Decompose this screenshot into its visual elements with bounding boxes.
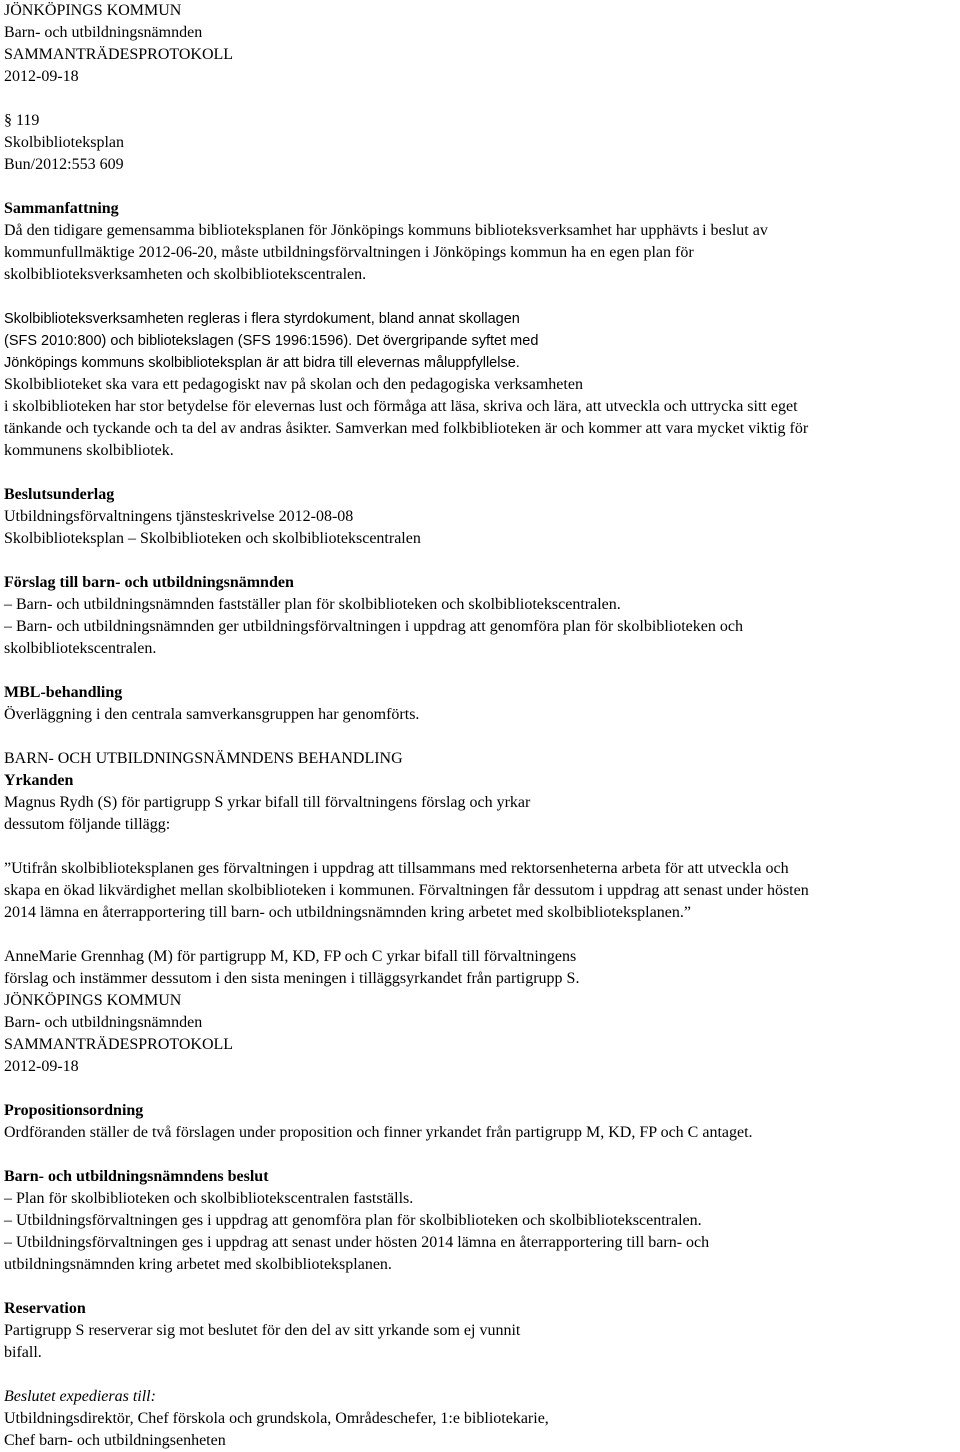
proposition-heading: Propositionsordning [4, 1102, 144, 1119]
document-header-repeat [4, 990, 956, 1078]
reservation-line: Partigrupp S reserverar sig mot beslutet för den del av sitt yrkande som ej vunnit [4, 1322, 521, 1339]
regulation-section [4, 308, 956, 462]
basis-section [4, 484, 956, 550]
paragraph-title: Skolbiblioteksplan [4, 134, 124, 151]
basis-heading: Beslutsunderlag [4, 486, 115, 503]
decision-line: – Utbildningsförvaltningen ges i uppdrag att genomföra plan för skolbiblioteken och skolbibliotekscentralen. [4, 1212, 702, 1229]
spacer [4, 286, 956, 308]
protocol-label: SAMMANTRÄDESPROTOKOLL [4, 46, 234, 63]
regulation-line: Jönköpings kommuns skolbiblioteksplan är att bidra till elevernas måluppfyllelse. [4, 355, 520, 371]
spacer [4, 836, 956, 858]
committee-name: Barn- och utbildningsnämnden [4, 24, 203, 41]
meeting-date: 2012-09-18 [4, 1058, 79, 1075]
claims-heading: Yrkanden [4, 772, 74, 789]
summary-line: kommunfullmäktige 2012-06-20, måste utbildningsförvaltningen i Jönköpings kommun ha en egen plan för [4, 244, 694, 261]
spacer [4, 1078, 956, 1100]
document-page [4, 0, 956, 1452]
quote-line: skapa en ökad likvärdighet mellan skolbiblioteken i kommunen. Förvaltningen får dessutom i uppdrag att senast under hösten [4, 882, 809, 899]
spacer [4, 726, 956, 748]
regulation-line: i skolbiblioteken har stor betydelse för elevernas lust och förmåga att läsa, skriva och lära, att utveckla och uttrycka sitt eget [4, 398, 798, 415]
claim-line: AnneMarie Grennhag (M) för partigrupp M, KD, FP och C yrkar bifall till förvaltningens [4, 948, 577, 965]
basis-line: Skolbiblioteksplan – Skolbiblioteken och skolbibliotekscentralen [4, 530, 421, 547]
mbl-section [4, 682, 956, 726]
dispatch-section [4, 1386, 956, 1452]
proposal-line: – Barn- och utbildningsnämnden fastställer plan för skolbiblioteken och skolbibliotekscentralen. [4, 596, 621, 613]
treatment-heading: BARN- OCH UTBILDNINGSNÄMNDENS BEHANDLING [4, 750, 403, 767]
proposition-section [4, 1100, 956, 1144]
claim-line: dessutom följande tillägg: [4, 816, 171, 833]
paragraph-info [4, 110, 956, 176]
decision-line: – Plan för skolbiblioteken och skolbibliotekscentralen fastställs. [4, 1190, 414, 1207]
summary-line: Då den tidigare gemensamma biblioteksplanen för Jönköpings kommuns biblioteksverksamhet har upphävts i beslut av [4, 222, 768, 239]
claim-line: förslag och instämmer dessutom i den sista meningen i tilläggsyrkandet från partigrupp S. [4, 970, 580, 987]
decision-section [4, 1166, 956, 1276]
dispatch-line: Utbildningsdirektör, Chef förskola och grundskola, Områdeschefer, 1:e bibliotekarie, [4, 1410, 549, 1427]
spacer [4, 1144, 956, 1166]
spacer [4, 1276, 956, 1298]
reservation-section [4, 1298, 956, 1364]
regulation-line: (SFS 2010:800) och bibliotekslagen (SFS 1996:1596). Det övergripande syftet med [4, 333, 539, 349]
document-header [4, 0, 956, 88]
spacer [4, 88, 956, 110]
mbl-heading: MBL-behandling [4, 684, 123, 701]
claim-line: Magnus Rydh (S) för partigrupp S yrkar bifall till förvaltningens förslag och yrkar [4, 794, 531, 811]
proposition-text: Ordföranden ställer de två förslagen under proposition och finner yrkandet från partigrupp M, KD, FP och C antaget. [4, 1124, 753, 1141]
protocol-label: SAMMANTRÄDESPROTOKOLL [4, 1036, 234, 1053]
proposal-line: skolbibliotekscentralen. [4, 640, 157, 657]
decision-line: – Utbildningsförvaltningen ges i uppdrag att senast under hösten 2014 lämna en återrapportering till barn- och [4, 1234, 710, 1251]
municipality-name: JÖNKÖPINGS KOMMUN [4, 2, 182, 19]
summary-line: skolbiblioteksverksamheten och skolbibliotekscentralen. [4, 266, 367, 283]
reservation-line: bifall. [4, 1344, 42, 1361]
case-number: Bun/2012:553 609 [4, 156, 124, 173]
proposal-section [4, 572, 956, 660]
regulation-line: kommunens skolbibliotek. [4, 442, 174, 459]
spacer [4, 660, 956, 682]
spacer [4, 550, 956, 572]
quote-line: ”Utifrån skolbiblioteksplanen ges förvaltningen i uppdrag att tillsammans med rektorsenheterna arbeta för att utveckla och [4, 860, 789, 877]
spacer [4, 924, 956, 946]
basis-line: Utbildningsförvaltningens tjänsteskrivelse 2012-08-08 [4, 508, 354, 525]
spacer [4, 1364, 956, 1386]
decision-line: utbildningsnämnden kring arbetet med skolbiblioteksplanen. [4, 1256, 392, 1273]
reservation-heading: Reservation [4, 1300, 86, 1317]
meeting-date: 2012-09-18 [4, 68, 79, 85]
regulation-line: tänkande och tyckande och ta del av andras åsikter. Samverkan med folkbiblioteken är och kommer att vara mycket viktig för [4, 420, 809, 437]
spacer [4, 176, 956, 198]
dispatch-heading: Beslutet expedieras till: [4, 1388, 156, 1405]
proposal-heading: Förslag till barn- och utbildningsnämnden [4, 574, 294, 591]
dispatch-line: Chef barn- och utbildningsenheten [4, 1432, 226, 1449]
proposal-line: – Barn- och utbildningsnämnden ger utbildningsförvaltningen i uppdrag att genomföra plan för skolbiblioteken och [4, 618, 743, 635]
summary-section [4, 198, 956, 286]
regulation-line: Skolbiblioteksverksamheten regleras i flera styrdokument, bland annat skollagen [4, 311, 520, 327]
mbl-text: Överläggning i den centrala samverkansgruppen har genomförts. [4, 706, 420, 723]
committee-name: Barn- och utbildningsnämnden [4, 1014, 203, 1031]
summary-heading: Sammanfattning [4, 200, 119, 217]
paragraph-number: § 119 [4, 112, 40, 129]
decision-heading: Barn- och utbildningsnämndens beslut [4, 1168, 269, 1185]
regulation-line: Skolbiblioteket ska vara ett pedagogiskt nav på skolan och den pedagogiska verksamheten [4, 376, 583, 393]
municipality-name: JÖNKÖPINGS KOMMUN [4, 992, 182, 1009]
spacer [4, 462, 956, 484]
quote-line: 2014 lämna en återrapportering till barn- och utbildningsnämnden kring arbetet med skolbiblioteksplanen.” [4, 904, 691, 921]
treatment-section [4, 748, 956, 990]
